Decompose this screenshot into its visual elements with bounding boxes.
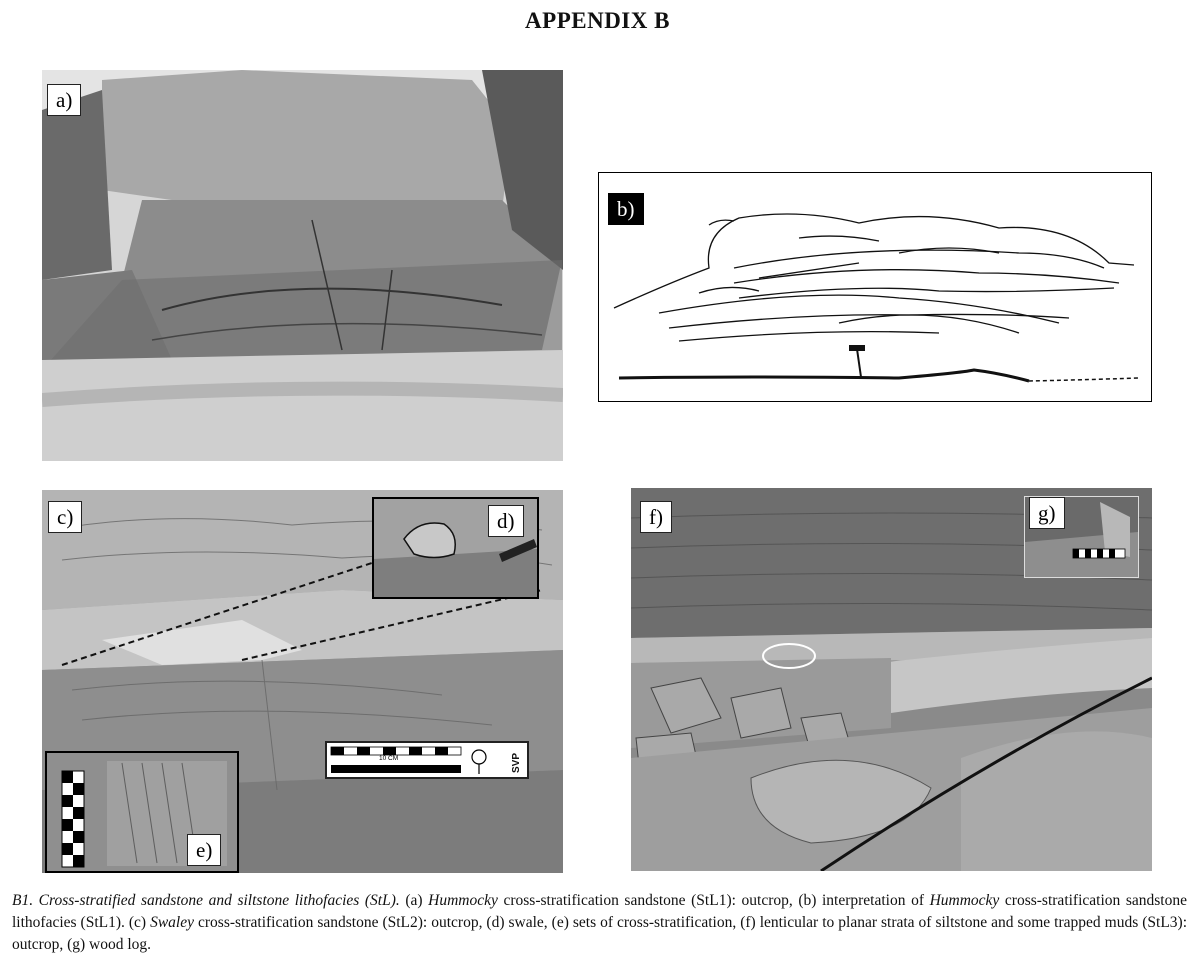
sketch-lines — [599, 173, 1151, 401]
caption-part-4: cross-stratification sandstone (StL2): outcrop, (d) swale, (e) sets of cross-stratification, (f) lenticular to planar strata of siltstone and some trapped muds (StL3): outcrop, (g) wood log. — [12, 914, 1188, 953]
page-heading: APPENDIX B — [525, 8, 670, 33]
caption-term-swaley: Swaley — [150, 914, 194, 931]
panel-label-b: b) — [608, 193, 644, 225]
scale-bar-graphic — [327, 743, 527, 777]
scale-brand-label: SVP — [511, 752, 522, 773]
panel-label-g: g) — [1029, 497, 1065, 529]
scale-length-label: 10 CM — [379, 755, 399, 762]
scale-bar — [325, 741, 529, 779]
figure-caption — [12, 890, 1187, 956]
panel-label-d: d) — [488, 505, 524, 537]
caption-part-3: cross-stratification sandstone lithofacies (StL1). (c) — [12, 892, 1187, 931]
interpretation-drawing-b — [598, 172, 1152, 402]
panel-label-c: c) — [48, 501, 82, 533]
panel-label-e: e) — [187, 834, 221, 866]
caption-term-hummocky-2: Hummocky — [929, 892, 1000, 909]
panel-label-a: a) — [47, 84, 81, 116]
panel-label-f: f) — [640, 501, 672, 533]
caption-part-1: (a) — [399, 892, 429, 909]
caption-term-hummocky: Hummocky — [428, 892, 498, 909]
caption-lead: B1. Cross-stratified sandstone and siltstone lithofacies (StL). — [12, 892, 400, 909]
caption-part-2: cross-stratification sandstone (StL1): outcrop, (b) interpretation of — [497, 892, 930, 909]
outcrop-photo-a — [42, 70, 563, 461]
photo-panel-a — [42, 70, 563, 461]
